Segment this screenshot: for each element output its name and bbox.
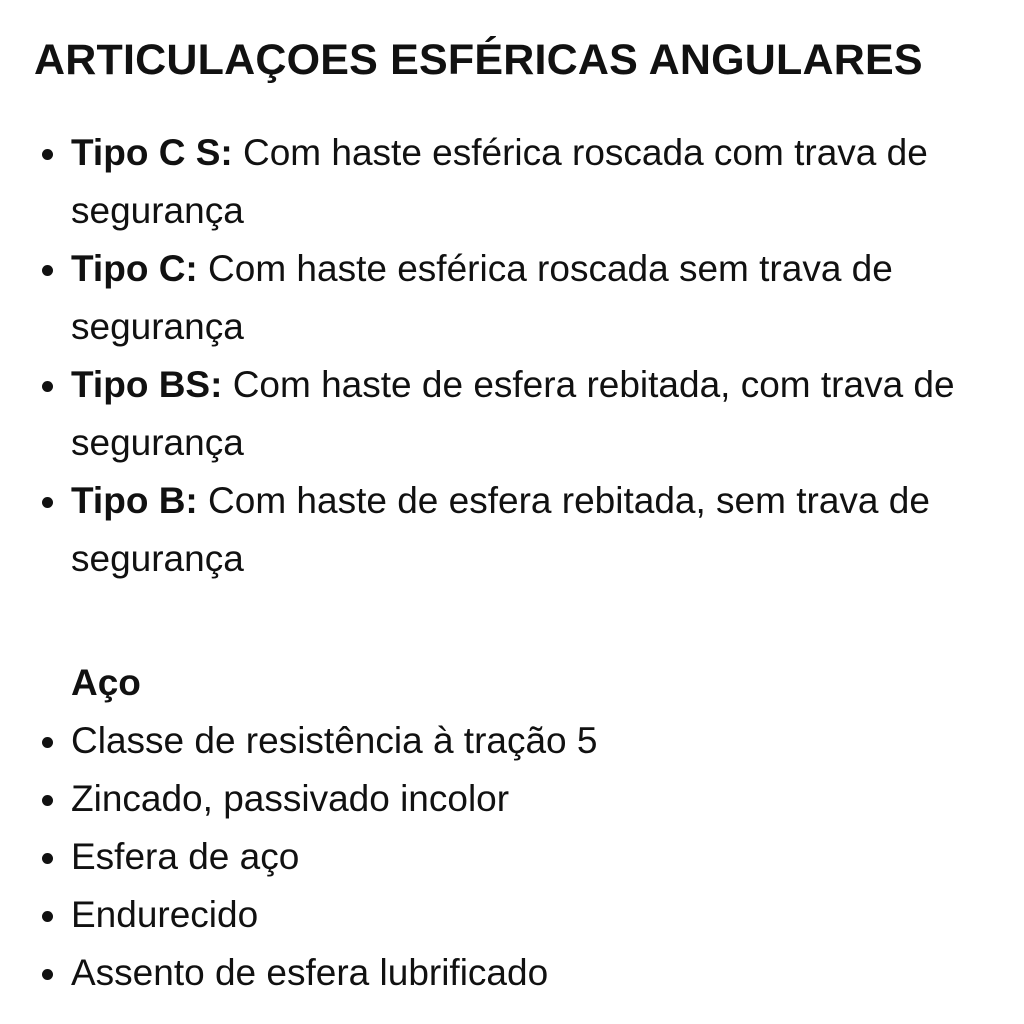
type-name: Tipo B:: [71, 480, 198, 521]
type-list-item: [34, 472, 1000, 588]
type-list: [34, 124, 1000, 588]
type-list-item: [34, 124, 1000, 240]
type-list-item: [34, 240, 1000, 356]
type-name: Tipo C S:: [71, 132, 233, 173]
steel-section-heading: Aço: [71, 662, 141, 703]
type-list-item: [34, 356, 1000, 472]
steel-feature-item: Assento de esfera lubrificado: [34, 944, 1000, 1002]
type-name: Tipo C:: [71, 248, 198, 289]
steel-feature-item: Endurecido: [34, 886, 1000, 944]
type-description: Com haste de esfera rebitada, com trava de segurança: [71, 364, 955, 463]
steel-feature-item: Esfera de aço: [34, 828, 1000, 886]
steel-feature-item: Classe de resistência à tração 5: [34, 712, 1000, 770]
steel-feature-list: [34, 712, 1000, 1002]
type-description: Com haste de esfera rebitada, sem trava de segurança: [71, 480, 930, 579]
type-description: Com haste esférica roscada com trava de segurança: [71, 132, 928, 231]
type-description: Com haste esférica roscada sem trava de segurança: [71, 248, 893, 347]
page-title: ARTICULAÇOES ESFÉRICAS ANGULARES: [34, 36, 923, 84]
steel-feature-item: Zincado, passivado incolor: [34, 770, 1000, 828]
type-name: Tipo BS:: [71, 364, 223, 405]
